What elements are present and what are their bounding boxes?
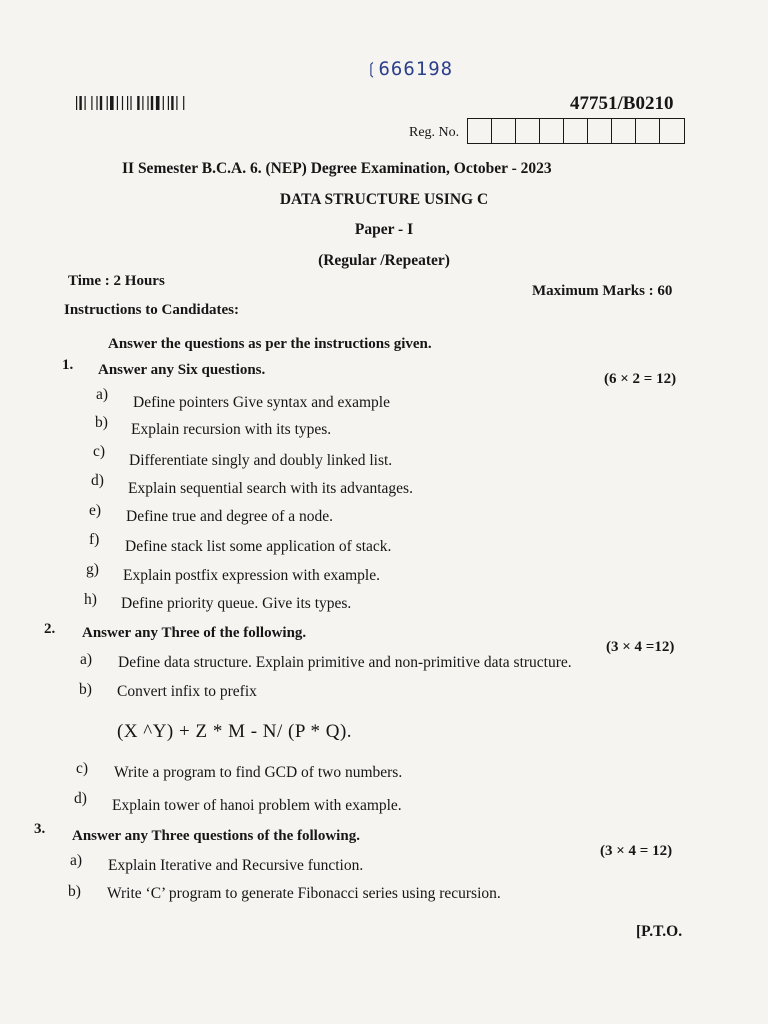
question-item: Explain postfix expression with example.	[123, 567, 380, 584]
item-label: d)	[91, 472, 104, 489]
question-item: Write a program to find GCD of two numbers.	[114, 764, 403, 781]
item-label: a)	[96, 386, 109, 403]
exam-type: (Regular /Repeater)	[318, 252, 450, 269]
item-label: e)	[89, 502, 102, 519]
serial-mark: ❲	[366, 58, 379, 80]
reg-box	[660, 119, 684, 143]
question-item: Define stack list some application of stack.	[125, 538, 392, 555]
paper-code: 47751/B0210	[570, 93, 674, 114]
item-label: h)	[84, 591, 97, 608]
item-label: b)	[68, 883, 81, 900]
item-label: c)	[76, 760, 89, 777]
question-number: 1.	[62, 357, 74, 373]
question-heading: Answer any Six questions.	[98, 362, 266, 378]
question-item: Differentiate singly and doubly linked list.	[129, 452, 393, 469]
question-item: Define pointers Give syntax and example	[133, 394, 390, 411]
question-item: Write ‘C’ program to generate Fibonacci series using recursion.	[107, 885, 501, 902]
question-item: Explain tower of hanoi problem with example.	[112, 797, 402, 814]
item-label: f)	[89, 531, 100, 548]
reg-box	[540, 119, 564, 143]
item-label: d)	[74, 790, 87, 807]
item-label: g)	[86, 561, 99, 578]
item-label: a)	[80, 651, 93, 668]
serial-number: 666198	[378, 58, 454, 80]
handwritten-serial	[366, 58, 453, 80]
question-item: Explain recursion with its types.	[131, 421, 332, 438]
question-heading: Answer any Three questions of the following.	[72, 828, 360, 844]
maximum-marks: Maximum Marks : 60	[532, 283, 673, 299]
barcode	[76, 96, 224, 115]
reg-box	[612, 119, 636, 143]
reg-no-boxes	[467, 118, 685, 144]
reg-box	[636, 119, 660, 143]
item-label: c)	[93, 443, 106, 460]
reg-no-label: Reg. No.	[409, 125, 460, 140]
question-marks: (3 × 4 =12)	[606, 639, 675, 655]
question-number: 3.	[34, 821, 46, 837]
item-label: b)	[95, 414, 108, 431]
question-heading: Answer any Three of the following.	[82, 625, 307, 641]
item-label: b)	[79, 681, 92, 698]
time-allowed: Time : 2 Hours	[68, 273, 165, 289]
instructions-text: Answer the questions as per the instructions given.	[108, 336, 432, 352]
subject-title: DATA STRUCTURE USING C	[279, 191, 489, 208]
question-item: Explain Iterative and Recursive function.	[108, 857, 364, 874]
reg-box	[468, 119, 492, 143]
question-item: Define data structure. Explain primitive and non-primitive data structure.	[118, 654, 572, 671]
reg-box	[516, 119, 540, 143]
question-item: Explain sequential search with its advantages.	[128, 480, 413, 497]
reg-box	[564, 119, 588, 143]
exam-title: II Semester B.C.A. 6. (NEP) Degree Examination, October - 2023	[122, 160, 552, 177]
reg-box	[492, 119, 516, 143]
question-number: 2.	[44, 621, 56, 637]
instructions-heading: Instructions to Candidates:	[64, 302, 240, 318]
paper-number: Paper - I	[354, 221, 414, 238]
question-item: Convert infix to prefix	[117, 683, 257, 700]
reg-box	[588, 119, 612, 143]
infix-expression: (X ^Y) + Z * M - N/ (P * Q).	[117, 721, 353, 742]
item-label: a)	[70, 852, 83, 869]
question-marks: (3 × 4 = 12)	[600, 843, 673, 859]
barcode-graphic	[76, 96, 224, 110]
question-item: Define true and degree of a node.	[126, 508, 333, 525]
please-turn-over: [P.T.O.	[636, 923, 683, 940]
question-item: Define priority queue. Give its types.	[121, 595, 352, 612]
question-marks: (6 × 2 = 12)	[604, 371, 677, 387]
